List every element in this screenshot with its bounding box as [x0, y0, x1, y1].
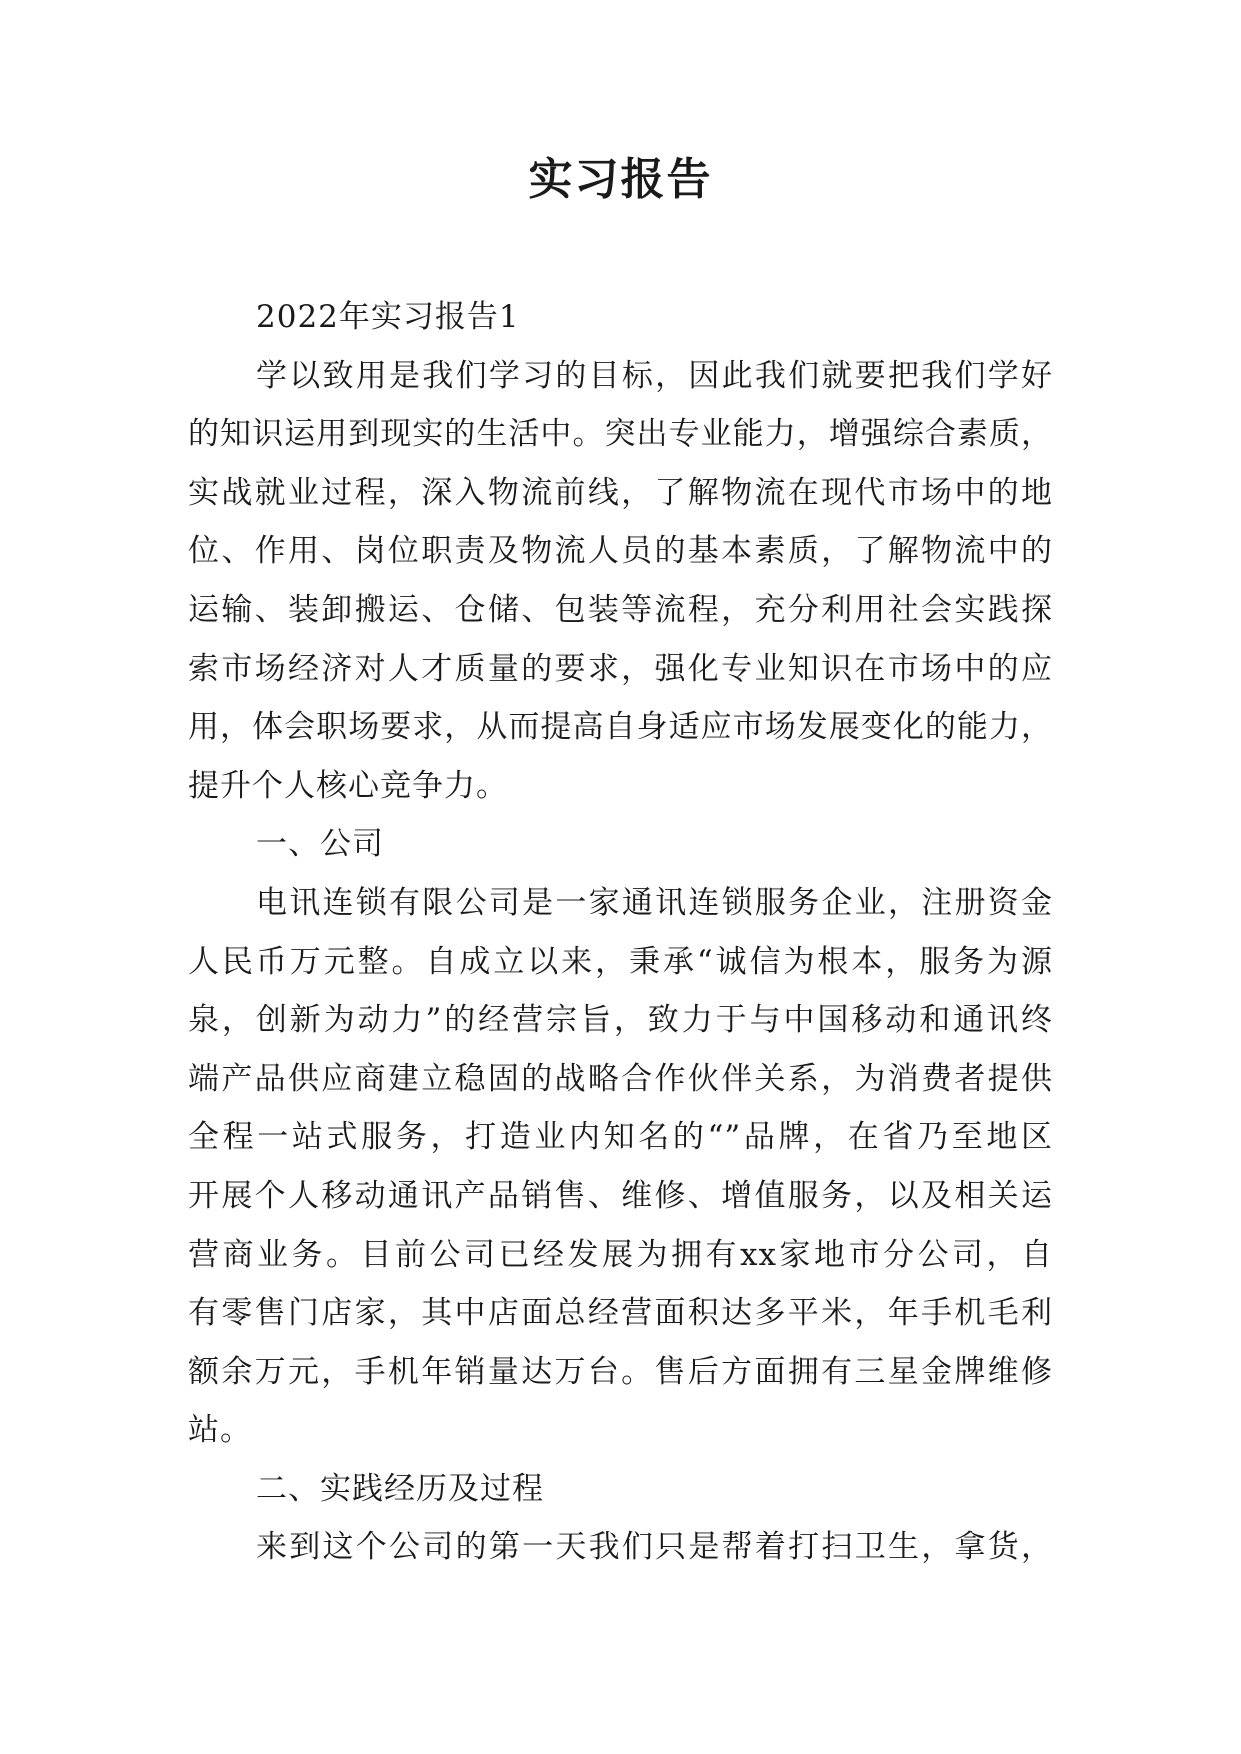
document-body: [188, 288, 1053, 1577]
paragraph-line: 营商业务。目前公司已经发展为拥有xx家地市分公司，自: [188, 1236, 1053, 1273]
paragraph-line: 来到这个公司的第一天我们只是帮着打扫卫生，拿货，: [256, 1529, 1053, 1566]
paragraph-line: 索市场经济对人才质量的要求，强化专业知识在市场中的应: [188, 650, 1053, 687]
paragraph-line: 位、作用、岗位职责及物流人员的基本素质，了解物流中的: [188, 533, 1053, 570]
paragraph-line: 人民币万元整。自成立以来，秉承“诚信为根本，服务为源: [188, 943, 1053, 980]
paragraph-line: 学以致用是我们学习的目标，因此我们就要把我们学好: [256, 357, 1053, 394]
paragraph-line: 站。: [188, 1412, 252, 1449]
paragraph-line: 有零售门店家，其中店面总经营面积达多平米，年手机毛利: [188, 1295, 1053, 1332]
paragraph-line: 用，体会职场要求，从而提高自身适应市场发展变化的能力，: [188, 709, 1053, 746]
paragraph-line: 实战就业过程，深入物流前线，了解物流在现代市场中的地: [188, 474, 1053, 511]
section-heading: 二、实践经历及过程: [256, 1470, 544, 1507]
paragraph-line: 额余万元，手机年销量达万台。售后方面拥有三星金牌维修: [188, 1353, 1053, 1390]
paragraph-line: 电讯连锁有限公司是一家通讯连锁服务企业，注册资金: [256, 884, 1053, 921]
paragraph-line: 提升个人核心竞争力。: [188, 767, 508, 804]
report-subtitle: 2022年实习报告1: [256, 299, 520, 335]
document-title: 实习报告: [528, 154, 713, 205]
section-heading: 一、公司: [256, 826, 384, 863]
paragraph-line: 全程一站式服务，打造业内知名的“”品牌，在省乃至地区: [188, 1119, 1053, 1156]
paragraph-line: 的知识运用到现实的生活中。突出专业能力，增强综合素质，: [188, 416, 1053, 453]
paragraph-line: 运输、装卸搬运、仓储、包装等流程，充分利用社会实践探: [188, 591, 1053, 628]
paragraph-line: 泉，创新为动力”的经营宗旨，致力于与中国移动和通讯终: [188, 1002, 1053, 1039]
paragraph-line: 端产品供应商建立稳固的战略合作伙伴关系，为消费者提供: [188, 1060, 1053, 1097]
paragraph-line: 开展个人移动通讯产品销售、维修、增值服务，以及相关运: [188, 1177, 1053, 1214]
